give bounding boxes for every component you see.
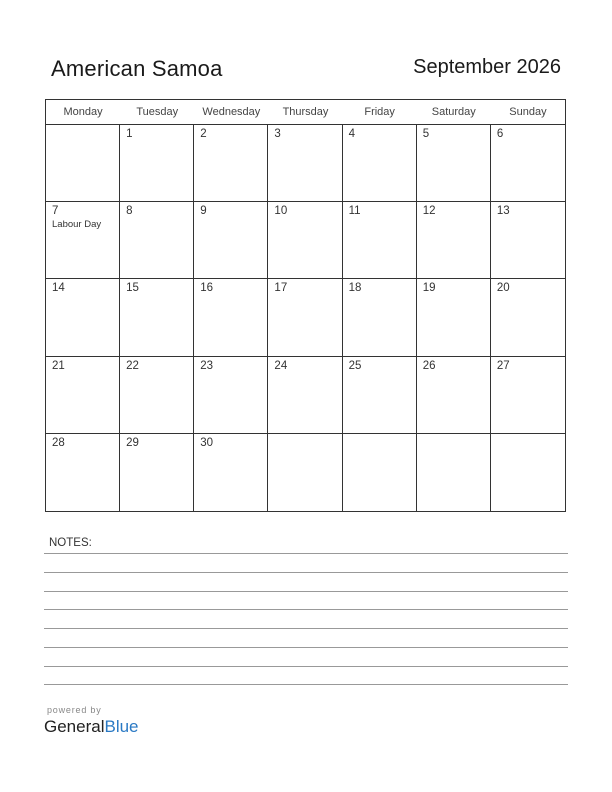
day-cell <box>46 202 120 279</box>
weekday-sunday: Sunday <box>509 106 547 118</box>
calendar-region-title: American Samoa <box>51 56 223 81</box>
note-line <box>44 591 568 592</box>
day-number: 24 <box>274 359 288 372</box>
day-number: 8 <box>126 205 133 218</box>
day-cell <box>343 357 417 434</box>
day-number: 20 <box>496 282 510 295</box>
day-cell <box>194 202 268 279</box>
day-cell <box>194 125 268 202</box>
day-cell <box>268 434 342 511</box>
day-cell <box>491 279 565 356</box>
weekday-monday: Monday <box>63 106 103 118</box>
day-number: 10 <box>274 205 288 218</box>
day-cell <box>417 279 491 356</box>
day-cell <box>46 357 120 434</box>
day-cell <box>120 125 194 202</box>
powered-by-text: powered by <box>47 705 102 715</box>
brand-name-general: General <box>44 717 105 736</box>
calendar-grid <box>45 99 566 512</box>
day-number: 21 <box>52 359 65 372</box>
day-number: 1 <box>126 128 133 140</box>
day-number: 9 <box>200 205 207 218</box>
day-cell <box>120 279 194 356</box>
day-cell <box>46 125 120 202</box>
day-cell <box>46 279 120 356</box>
day-number: 17 <box>274 282 288 295</box>
day-cell <box>491 434 565 511</box>
note-line <box>44 553 568 554</box>
day-cell <box>417 434 491 511</box>
note-line <box>44 666 568 667</box>
notes-label: NOTES: <box>49 537 92 549</box>
day-cell <box>491 125 565 202</box>
day-number: 14 <box>52 282 65 295</box>
day-number: 3 <box>274 128 281 140</box>
day-cell <box>417 125 491 202</box>
note-line <box>44 684 568 685</box>
day-cell <box>194 279 268 356</box>
day-cell <box>268 279 342 356</box>
note-line <box>44 572 568 573</box>
note-line <box>44 609 568 610</box>
calendar-weeks <box>46 125 565 511</box>
day-number: 6 <box>496 128 504 140</box>
weekday-tuesday: Tuesday <box>136 106 179 118</box>
day-number: 13 <box>496 205 510 218</box>
day-number: 16 <box>200 282 214 295</box>
day-number: 25 <box>348 359 362 372</box>
day-cell <box>343 434 417 511</box>
day-number: 4 <box>348 128 355 140</box>
day-number: 28 <box>52 436 65 449</box>
brand-logo[interactable] <box>44 717 139 737</box>
day-number: 15 <box>126 282 139 295</box>
day-cell <box>268 202 342 279</box>
day-cell <box>417 202 491 279</box>
day-cell <box>343 202 417 279</box>
day-cell <box>268 357 342 434</box>
note-line <box>44 647 568 648</box>
day-number: 29 <box>126 436 139 449</box>
day-cell <box>491 357 565 434</box>
day-number: 12 <box>422 205 436 218</box>
day-number: 7 <box>52 205 59 218</box>
day-number: 5 <box>422 128 430 140</box>
weekday-header-row <box>46 100 565 125</box>
day-cell <box>120 434 194 511</box>
day-number: 18 <box>348 282 362 295</box>
day-number: 2 <box>200 128 207 140</box>
weekday-saturday: Saturday <box>431 106 476 118</box>
weekday-friday: Friday <box>364 106 395 118</box>
day-number: 22 <box>126 359 139 372</box>
day-cell <box>343 125 417 202</box>
day-cell <box>120 202 194 279</box>
day-number: 19 <box>422 282 436 295</box>
day-cell <box>194 357 268 434</box>
day-number: 26 <box>422 359 436 372</box>
weekday-wednesday: Wednesday <box>202 106 261 118</box>
note-line <box>44 628 568 629</box>
day-number: 23 <box>200 359 214 372</box>
holiday-label: Labour Day <box>52 219 102 231</box>
day-cell <box>120 357 194 434</box>
weekday-thursday: Thursday <box>282 106 329 118</box>
day-number: 11 <box>348 205 361 218</box>
day-cell <box>194 434 268 511</box>
day-number: 27 <box>496 359 510 372</box>
day-cell <box>417 357 491 434</box>
day-cell <box>491 202 565 279</box>
day-cell <box>46 434 120 511</box>
day-cell <box>268 125 342 202</box>
day-number: 30 <box>200 436 214 449</box>
calendar-month-title: September 2026 <box>413 56 561 78</box>
day-cell <box>343 279 417 356</box>
brand-name-blue: Blue <box>104 717 139 736</box>
